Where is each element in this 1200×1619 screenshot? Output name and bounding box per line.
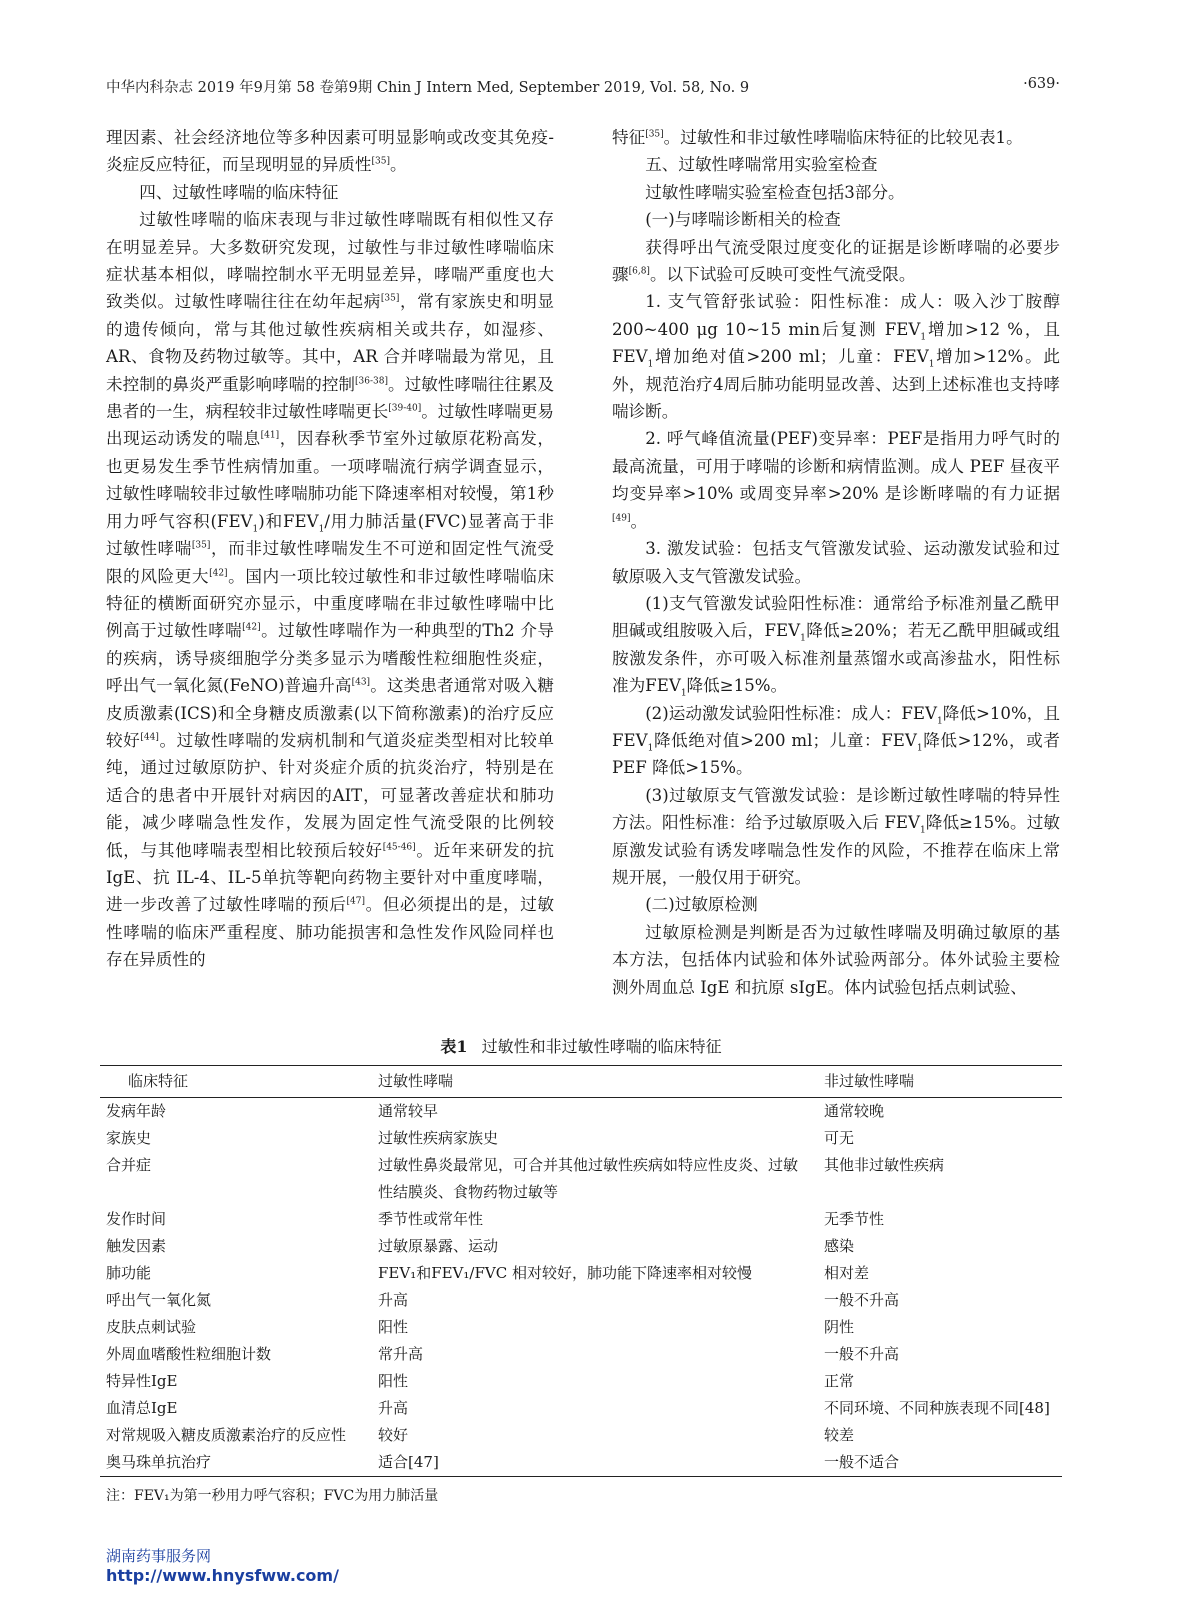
cell-feature: 血清总IgE	[106, 1399, 178, 1417]
table-row	[100, 1341, 1062, 1368]
cell-feature: 发作时间	[106, 1210, 167, 1228]
table-row	[100, 1206, 1062, 1233]
paragraph: 1. 支气管舒张试验：阳性标准：成人：吸入沙丁胺醇200~400 μg 10~15 min后复测 $FEV_1$增加>12 %，且 $FEV_1$增加绝对值>200 ml；儿童：$FEV_1$增加>12%。此外，规范治疗4周后肺功能明显改善、达到上述标准也支持哮喘诊断。	[612, 292, 1061, 422]
paragraph: 获得呼出气流受限过度变化的证据是诊断哮喘的必要步骤[6,8]。以下试验可反映可变性气流受限。	[612, 237, 1060, 285]
cell-allergic: 阳性	[378, 1372, 409, 1390]
table-row	[100, 1260, 1062, 1287]
cell-non-allergic: 较差	[824, 1426, 855, 1444]
paragraph: (3)过敏原支气管激发试验：是诊断过敏性哮喘的特异性方法。阳性标准：给予过敏原吸入后 $FEV_1$降低≥15%。过敏原激发试验有诱发哮喘急性发作的风险，不推荐在临床上常规开展，一般仅用于研究。	[612, 785, 1060, 887]
clinical-features-table	[100, 1065, 1062, 1477]
cell-allergic: 较好	[378, 1426, 409, 1444]
cell-feature: 家族史	[106, 1129, 152, 1147]
paragraph: (1)支气管激发试验阳性标准：通常给予标准剂量乙酰甲胆碱或组胺吸入后，$FEV_1$降低≥20%；若无乙酰甲胆碱或组胺激发条件，亦可吸入标准剂量蒸馏水或高渗盐水，阳性标准为$FEV_1$降低≥15%。	[612, 593, 1060, 699]
cell-non-allergic: 通常较晚	[824, 1102, 885, 1120]
table-row	[100, 1422, 1062, 1449]
cell-non-allergic: 一般不升高	[824, 1291, 900, 1309]
cell-allergic: 常升高	[378, 1345, 424, 1363]
page-number: ·639·	[1023, 76, 1060, 92]
cell-feature: 特异性IgE	[106, 1372, 178, 1390]
table-row	[100, 1098, 1062, 1126]
cell-allergic: 升高	[378, 1291, 409, 1309]
table-row	[100, 1152, 1062, 1206]
left-column	[106, 124, 554, 974]
paragraph: 特征[35]。过敏性和非过敏性哮喘临床特征的比较见表1。	[612, 128, 1023, 147]
cell-non-allergic: 不同环境、不同种族表现不同[48]	[824, 1399, 1050, 1417]
subsection-heading: (一)与哮喘诊断相关的检查	[645, 210, 841, 230]
table-row	[100, 1314, 1062, 1341]
cell-allergic: 过敏性疾病家族史	[378, 1129, 499, 1147]
cell-non-allergic: 正常	[824, 1372, 855, 1390]
cell-feature: 外周血嗜酸性粒细胞计数	[106, 1345, 272, 1363]
subsection-heading: (二)过敏原检测	[645, 895, 758, 915]
cell-allergic: 过敏性鼻炎最常见，可合并其他过敏性疾病如特应性皮炎、过敏性结膜炎、食物药物过敏等	[378, 1156, 799, 1201]
journal-citation: 中华内科杂志 2019 年9月第 58 卷第9期 Chin J Intern Med, September 2019, Vol. 58, No. 9	[106, 80, 750, 96]
cell-feature: 发病年龄	[106, 1102, 167, 1120]
cell-allergic: 升高	[378, 1399, 409, 1417]
paragraph: (2)运动激发试验阳性标准：成人：$FEV_1$降低>10%，且 $FEV_1$降低绝对值>200 ml；儿童：$FEV_1$降低>12%，或者 PEF 降低>15%。	[612, 703, 1060, 778]
section-heading: 五、过敏性哮喘常用实验室检查	[645, 155, 878, 175]
table-row	[100, 1125, 1062, 1152]
cell-non-allergic: 可无	[824, 1129, 855, 1147]
header-non-allergic: 非过敏性哮喘	[824, 1072, 915, 1090]
cell-feature: 肺功能	[106, 1264, 152, 1282]
cell-non-allergic: 一般不升高	[824, 1345, 900, 1363]
cell-feature: 呼出气一氧化氮	[106, 1291, 212, 1309]
paragraph: 3. 激发试验：包括支气管激发试验、运动激发试验和过敏原吸入支气管激发试验。	[612, 539, 1060, 586]
cell-non-allergic: 阴性	[824, 1318, 855, 1336]
paragraph: 2. 呼气峰值流量(PEF)变异率：PEF是指用力呼气时的最高流量，可用于哮喘的诊断和病情监测。成人 PEF 昼夜平均变异率>10% 或周变异率>20% 是诊断哮喘的有力证据[49]。	[612, 429, 1060, 531]
cell-feature: 触发因素	[106, 1237, 167, 1255]
table-note: 注：FEV₁为第一秒用力呼气容积；FVC为用力肺活量	[106, 1488, 439, 1504]
table-row	[100, 1395, 1062, 1422]
paragraph: 过敏性哮喘的临床表现与非过敏性哮喘既有相似性又存在明显差异。大多数研究发现，过敏性与非过敏性哮喘临床症状基本相似，哮喘控制水平无明显差异，哮喘严重度也大致类似。过敏性哮喘往往在幼年起病[35]，常有家族史和明显的遗传倾向，常与其他过敏性疾病相关或共存，如湿疹、AR、食物及药物过敏等。其中，AR 合并哮喘最为常见，且未控制的鼻炎严重影响哮喘的控制[36-38]。过敏性哮喘往往累及患者的一生，病程较非过敏性哮喘更长[39-40]。过敏性哮喘更易出现运动诱发的喘息[41]，因春秋季节室外过敏原花粉高发，也更易发生季节性病情加重。一项哮喘流行病学调查显示，过敏性哮喘较非过敏性哮喘肺功能下降速率相对较慢，第1秒用力呼气容积$(FEV_1)$和$FEV_1/$用力肺活量(FVC)显著高于非过敏性哮喘[35]，而非过敏性哮喘发生不可逆和固定性气流受限的风险更大[42]。国内一项比较过敏性和非过敏性哮喘临床特征的横断面研究亦显示，中重度哮喘在非过敏性哮喘中比例高于过敏性哮喘[42]。过敏性哮喘作为一种典型的Th2 介导的疾病，诱导痰细胞学分类多显示为嗜酸性粒细胞性炎症，呼出气一氧化氮(FeNO)普遍升高[43]。这类患者通常对吸入糖皮质激素(ICS)和全身糖皮质激素(以下简称激素)的治疗反应较好[44]。过敏性哮喘的发病机制和气道炎症类型相对比较单纯，通过过敏原防护、针对炎症介质的抗炎治疗，特别是在适合的患者中开展针对病因的AIT，可显著改善症状和肺功能，减少哮喘急性发作，发展为固定性气流受限的比例较低，与其他哮喘表型相比较预后较好[45-46]。近年来研发的抗 IgE、抗 IL-4、IL-5单抗等靶向药物主要针对中重度哮喘，进一步改善了过敏性哮喘的预后[47]。但必须提出的是，过敏性哮喘的临床严重程度、肺功能损害和急性发作风险同样也存在异质性的	[106, 210, 555, 970]
clinical-features-table-block	[100, 1034, 1062, 1505]
watermark-url[interactable]: http://www.hnysfww.com/	[106, 1566, 339, 1585]
cell-non-allergic: 一般不适合	[824, 1453, 900, 1471]
cell-allergic: 过敏原暴露、运动	[378, 1237, 499, 1255]
watermark-name: 湖南药事服务网	[106, 1547, 212, 1565]
cell-allergic: 季节性或常年性	[378, 1210, 484, 1228]
cell-allergic: FEV₁和FEV₁/FVC 相对较好，肺功能下降速率相对较慢	[378, 1264, 752, 1282]
cell-feature: 皮肤点刺试验	[106, 1318, 197, 1336]
cell-allergic: 适合[47]	[378, 1453, 439, 1471]
table-header-row	[100, 1066, 1062, 1098]
paragraph: 过敏性哮喘实验室检查包括3部分。	[645, 182, 905, 202]
table-row	[100, 1287, 1062, 1314]
cell-allergic: 阳性	[378, 1318, 409, 1336]
cell-non-allergic: 无季节性	[824, 1210, 885, 1228]
cell-feature: 对常规吸入糖皮质激素治疗的反应性	[106, 1426, 347, 1444]
table-label: 表1	[440, 1037, 468, 1056]
table-body	[100, 1098, 1062, 1477]
site-watermark	[106, 1546, 339, 1586]
cell-non-allergic: 感染	[824, 1237, 855, 1255]
table-title: 过敏性和非过敏性哮喘的临床特征	[481, 1037, 722, 1056]
cell-feature: 合并症	[106, 1156, 152, 1174]
paragraph: 理因素、社会经济地位等多种因素可明显影响或改变其免疫-炎症反应特征，而呈现明显的异质性[35]。	[106, 128, 554, 175]
cell-non-allergic: 相对差	[824, 1264, 870, 1282]
table-row	[100, 1233, 1062, 1260]
cell-allergic: 通常较早	[378, 1102, 439, 1120]
table-caption	[100, 1034, 1062, 1057]
cell-feature: 奥马珠单抗治疗	[106, 1453, 212, 1471]
header-allergic: 过敏性哮喘	[378, 1072, 454, 1090]
header-feature: 临床特征	[128, 1072, 189, 1090]
right-column	[612, 124, 1060, 1001]
cell-non-allergic: 其他非过敏性疾病	[824, 1156, 945, 1174]
paragraph: 过敏原检测是判断是否为过敏性哮喘及明确过敏原的基本方法，包括体内试验和体外试验两部分。体外试验主要检测外周血总 IgE 和抗原 sIgE。体内试验包括点刺试验、	[612, 922, 1060, 997]
table-row	[100, 1368, 1062, 1395]
table-row	[100, 1449, 1062, 1477]
section-heading: 四、过敏性哮喘的临床特征	[139, 182, 339, 202]
